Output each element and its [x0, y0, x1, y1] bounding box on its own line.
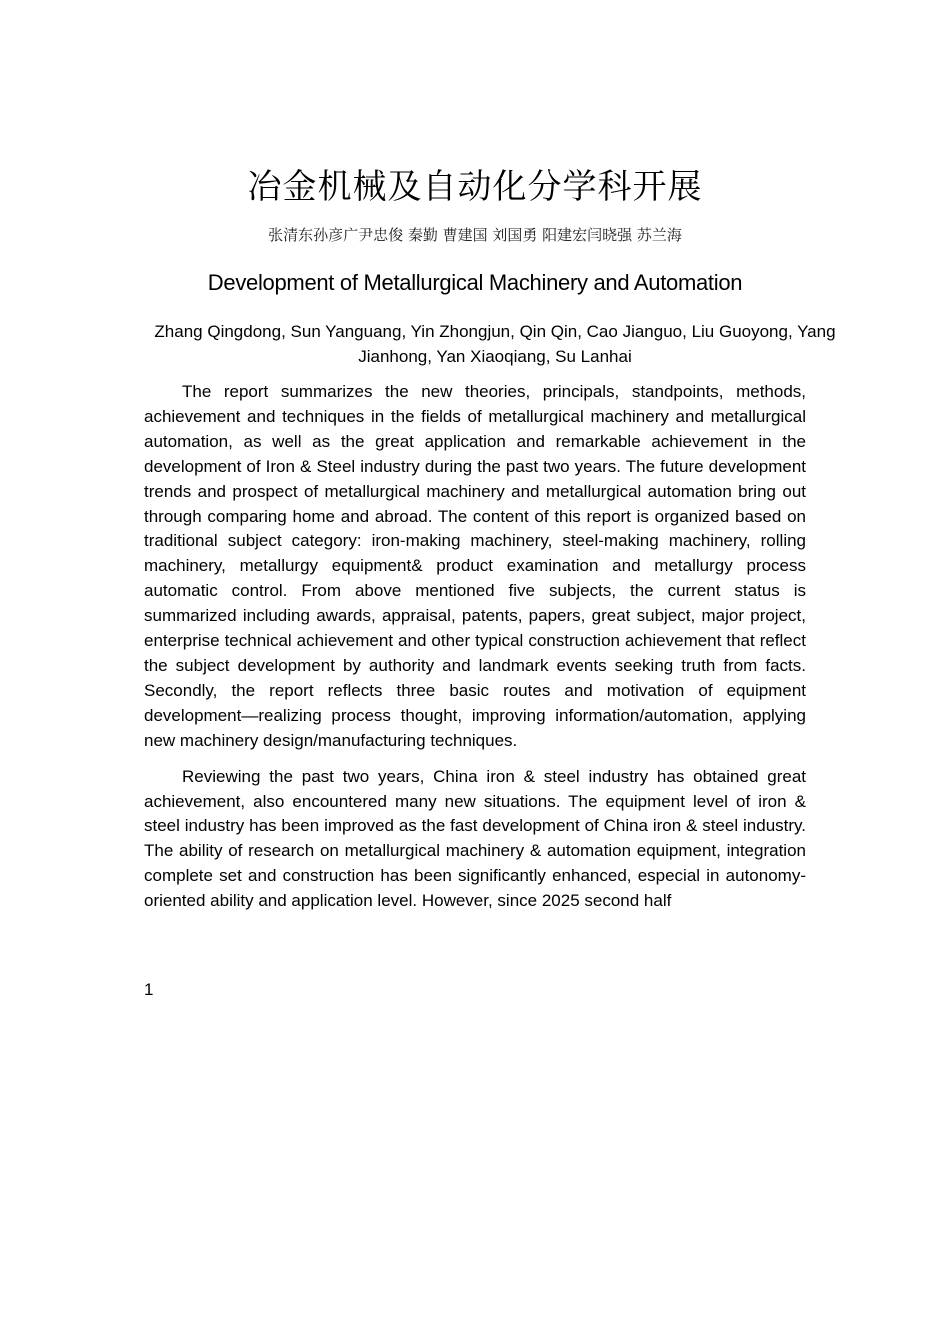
abstract-body	[144, 380, 806, 925]
chinese-author-list: 张清东孙彦广尹忠俊 秦勤 曹建国 刘国勇 阳建宏闫晓强 苏兰海	[268, 226, 682, 244]
page-number: 1	[144, 980, 154, 999]
paragraph-1: The report summarizes the new theories, principals, standpoints, methods, achievement and techniques in the fields of metallurgical machinery and metallurgical automation, as well as the great application and remarkable achievement in the development of Iron & Steel industry during the past two years. The future development trends and prospect of metallurgical machinery and metallurgical automation bring out through comparing home and abroad. The content of this report is organized based on traditional subject category: iron-making machinery, steel-making machinery, rolling machinery, metallurgy equipment& product examination and metallurgy process automatic control. From above mentioned five subjects, the current status is summarized including awards, appraisal, patents, papers, great subject, major project, enterprise technical achievement and other typical construction achievement that reflect the subject development by authority and landmark events seeking truth from facts. Secondly, the report reflects three basic routes and motivation of equipment development—realizing process thought, improving information/automation, applying new machinery design/manufacturing techniques.	[144, 382, 806, 750]
paragraph-2: Reviewing the past two years, China iron & steel industry has obtained great achievement, also encountered many new situations. The equipment level of iron & steel industry has been improved as the fast development of China iron & steel industry. The ability of research on metallurgical machinery & automation equipment, integration complete set and construction has been significantly enhanced, especial in autonomy-oriented ability and application level. However, since 2025 second half	[144, 766, 806, 911]
english-author-list: Zhang Qingdong, Sun Yanguang, Yin Zhongjun, Qin Qin, Cao Jianguo, Liu Guoyong, Yang Jianhong, Yan Xiaoqiang, Su Lanhai	[154, 322, 836, 366]
chinese-title: 冶金机械及自动化分学科开展	[247, 167, 703, 207]
english-title: Development of Metallurgical Machinery and Automation	[207, 270, 743, 295]
